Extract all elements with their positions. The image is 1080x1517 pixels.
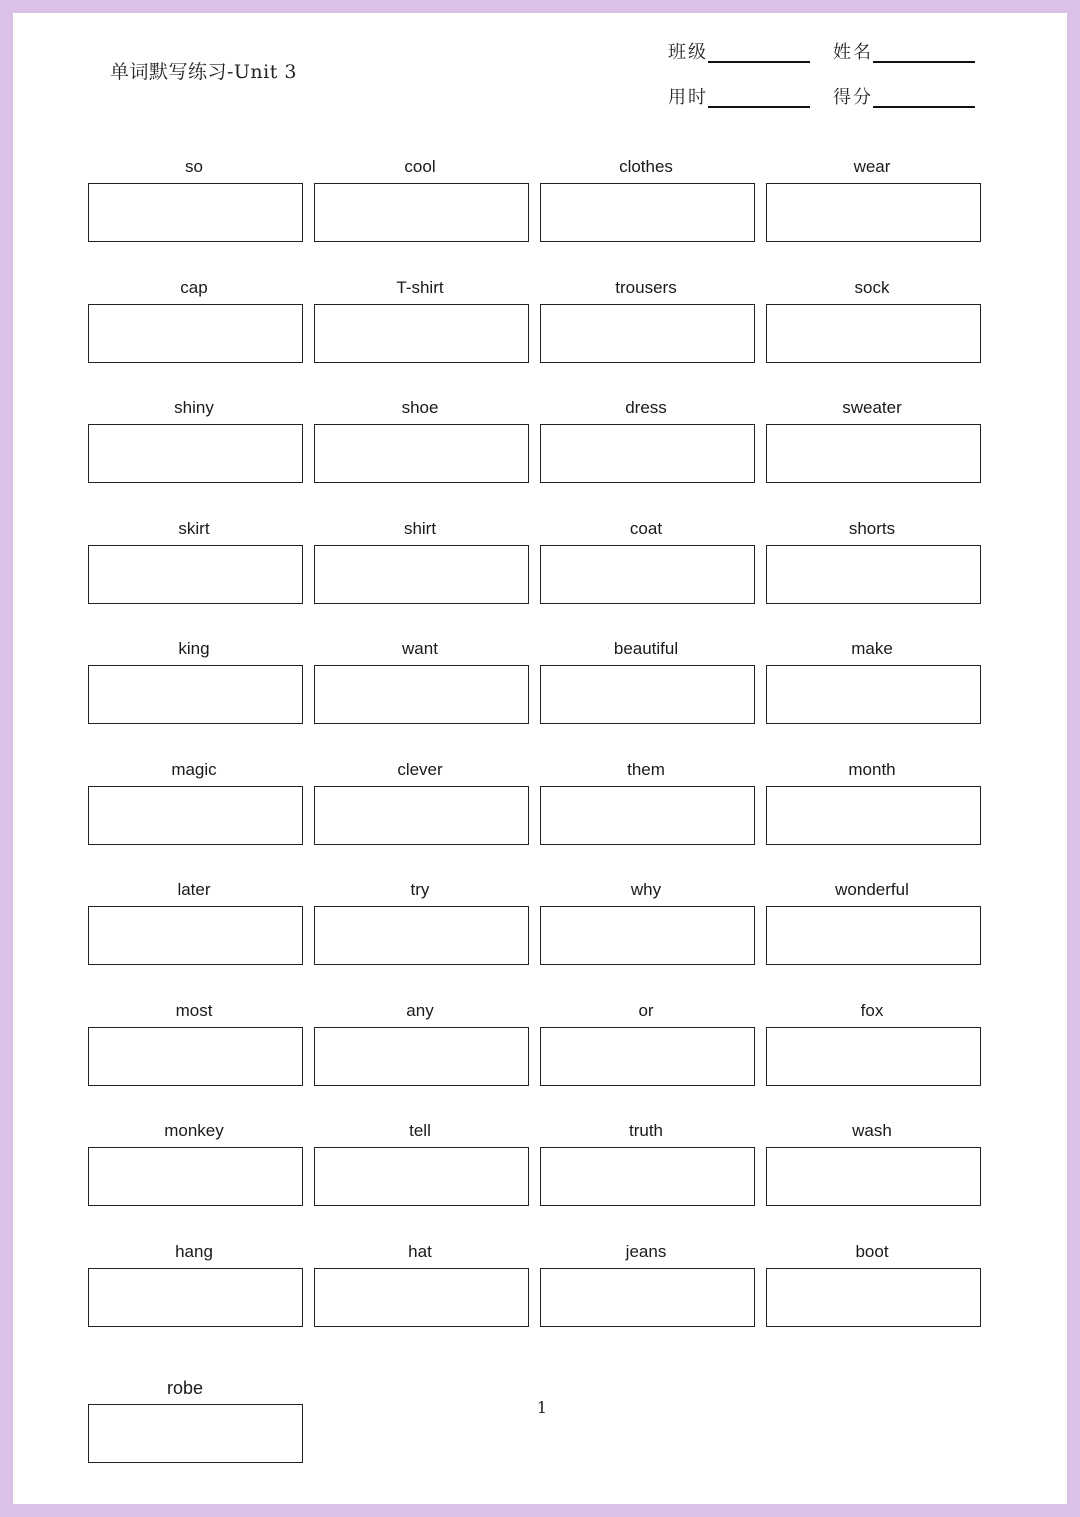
word-cell	[540, 1000, 757, 1088]
answer-box[interactable]	[314, 545, 529, 604]
word-label: skirt	[178, 518, 210, 538]
word-cell	[314, 277, 531, 365]
word-cell	[88, 1377, 305, 1465]
name-field	[833, 35, 975, 65]
score-blank-line[interactable]	[873, 106, 975, 108]
word-label: boot	[855, 1241, 889, 1261]
word-cell	[88, 277, 305, 365]
answer-box[interactable]	[88, 545, 303, 604]
answer-box[interactable]	[314, 1027, 529, 1086]
word-label: or	[638, 1000, 654, 1020]
time-field	[668, 80, 810, 110]
word-cell	[88, 638, 305, 726]
word-cell	[314, 1241, 531, 1329]
answer-box[interactable]	[540, 665, 755, 724]
word-cell	[540, 1120, 757, 1208]
word-label: want	[402, 639, 438, 658]
answer-box[interactable]	[540, 1147, 755, 1206]
word-label: any	[406, 1000, 434, 1020]
answer-box[interactable]	[766, 1027, 981, 1086]
word-label: why	[630, 880, 662, 899]
name-label: 姓名	[833, 42, 873, 63]
word-cell	[540, 277, 757, 365]
word-cell	[540, 638, 757, 726]
word-cell	[314, 397, 531, 485]
word-label: shoe	[401, 398, 439, 417]
word-cell	[766, 759, 983, 847]
word-label: cool	[404, 157, 436, 176]
answer-box[interactable]	[314, 665, 529, 724]
word-label: sock	[854, 277, 890, 297]
name-blank-line[interactable]	[873, 61, 975, 63]
word-cell	[88, 1120, 305, 1208]
word-label: wonderful	[835, 880, 909, 899]
time-label: 用时	[668, 87, 708, 108]
word-label: clever	[397, 759, 443, 779]
word-cell	[540, 156, 757, 244]
answer-box[interactable]	[314, 1147, 529, 1206]
answer-box[interactable]	[766, 786, 981, 845]
answer-box[interactable]	[766, 545, 981, 604]
answer-box[interactable]	[766, 1268, 981, 1327]
word-cell	[88, 879, 305, 967]
word-cell	[314, 518, 531, 606]
word-label: shorts	[848, 518, 896, 538]
word-cell	[88, 156, 305, 244]
answer-box[interactable]	[766, 424, 981, 483]
word-label: wash	[852, 1121, 892, 1140]
word-label: coat	[629, 518, 663, 538]
word-label: most	[175, 1000, 213, 1020]
answer-box[interactable]	[540, 1027, 755, 1086]
class-label: 班级	[668, 42, 708, 63]
word-cell	[88, 518, 305, 606]
answer-box[interactable]	[766, 665, 981, 724]
word-label: tell	[409, 1121, 431, 1140]
answer-box[interactable]	[540, 1268, 755, 1327]
word-label: hang	[175, 1241, 213, 1261]
word-label: month	[848, 759, 896, 779]
word-label: clothes	[619, 157, 673, 176]
answer-box[interactable]	[540, 545, 755, 604]
answer-box[interactable]	[88, 183, 303, 242]
word-label: shirt	[403, 518, 437, 538]
answer-box[interactable]	[766, 304, 981, 363]
word-cell	[314, 759, 531, 847]
answer-box[interactable]	[766, 906, 981, 965]
word-label: fox	[860, 1000, 884, 1020]
word-cell	[540, 879, 757, 967]
word-cell	[540, 397, 757, 485]
answer-box[interactable]	[766, 1147, 981, 1206]
word-cell	[88, 1000, 305, 1088]
answer-box[interactable]	[88, 304, 303, 363]
word-label: wear	[853, 157, 891, 176]
answer-box[interactable]	[540, 183, 755, 242]
word-cell	[540, 759, 757, 847]
word-cell	[88, 397, 305, 485]
word-label: try	[410, 880, 430, 899]
word-cell	[766, 518, 983, 606]
word-cell	[766, 879, 983, 967]
answer-box[interactable]	[314, 304, 529, 363]
word-label: T-shirt	[396, 277, 444, 297]
word-label: magic	[171, 759, 217, 779]
answer-box[interactable]	[314, 183, 529, 242]
answer-box[interactable]	[766, 183, 981, 242]
word-cell	[766, 156, 983, 244]
word-cell	[314, 156, 531, 244]
answer-box[interactable]	[540, 786, 755, 845]
time-blank-line[interactable]	[708, 106, 810, 108]
word-cell	[88, 759, 305, 847]
word-label: hat	[408, 1241, 432, 1261]
answer-box[interactable]	[88, 1027, 303, 1086]
answer-box[interactable]	[314, 906, 529, 965]
class-blank-line[interactable]	[708, 61, 810, 63]
word-label: sweater	[842, 398, 902, 417]
word-label: jeans	[625, 1241, 667, 1261]
word-cell	[314, 638, 531, 726]
word-label: shiny	[174, 398, 214, 417]
word-cell	[766, 1120, 983, 1208]
worksheet-title: 单词默写练习-Unit 3	[110, 61, 298, 83]
word-label: dress	[625, 398, 667, 417]
word-cell	[766, 397, 983, 485]
score-field	[833, 80, 975, 110]
answer-box[interactable]	[540, 304, 755, 363]
answer-box[interactable]	[540, 906, 755, 965]
word-label: them	[627, 759, 665, 779]
answer-box[interactable]	[314, 786, 529, 845]
word-label: beautiful	[613, 639, 679, 658]
word-cell	[540, 1241, 757, 1329]
word-label: king	[178, 639, 210, 658]
word-cell	[766, 277, 983, 365]
answer-box[interactable]	[88, 786, 303, 845]
score-label: 得分	[833, 87, 873, 108]
word-cell	[88, 1241, 305, 1329]
word-cell	[540, 518, 757, 606]
word-cell	[314, 1000, 531, 1088]
answer-box[interactable]	[88, 906, 303, 965]
answer-box[interactable]	[88, 1268, 303, 1327]
worksheet-page	[13, 13, 1067, 1504]
answer-box[interactable]	[88, 424, 303, 483]
word-cell	[766, 638, 983, 726]
word-label: robe	[166, 1378, 204, 1398]
word-cell	[314, 879, 531, 967]
answer-box[interactable]	[88, 1147, 303, 1206]
word-cell	[766, 1241, 983, 1329]
word-cell	[314, 1120, 531, 1208]
word-cell	[766, 1000, 983, 1088]
word-label: cap	[180, 277, 208, 297]
class-field	[668, 35, 810, 65]
word-label: monkey	[164, 1121, 224, 1140]
answer-box[interactable]	[540, 424, 755, 483]
answer-box[interactable]	[314, 424, 529, 483]
word-label: later	[177, 880, 211, 899]
answer-box[interactable]	[88, 1404, 303, 1463]
word-label: so	[185, 157, 203, 176]
word-label: trousers	[615, 277, 677, 297]
page-number: 1	[536, 1398, 548, 1417]
word-label: make	[851, 639, 893, 658]
answer-box[interactable]	[314, 1268, 529, 1327]
answer-box[interactable]	[88, 665, 303, 724]
word-label: truth	[628, 1121, 664, 1140]
